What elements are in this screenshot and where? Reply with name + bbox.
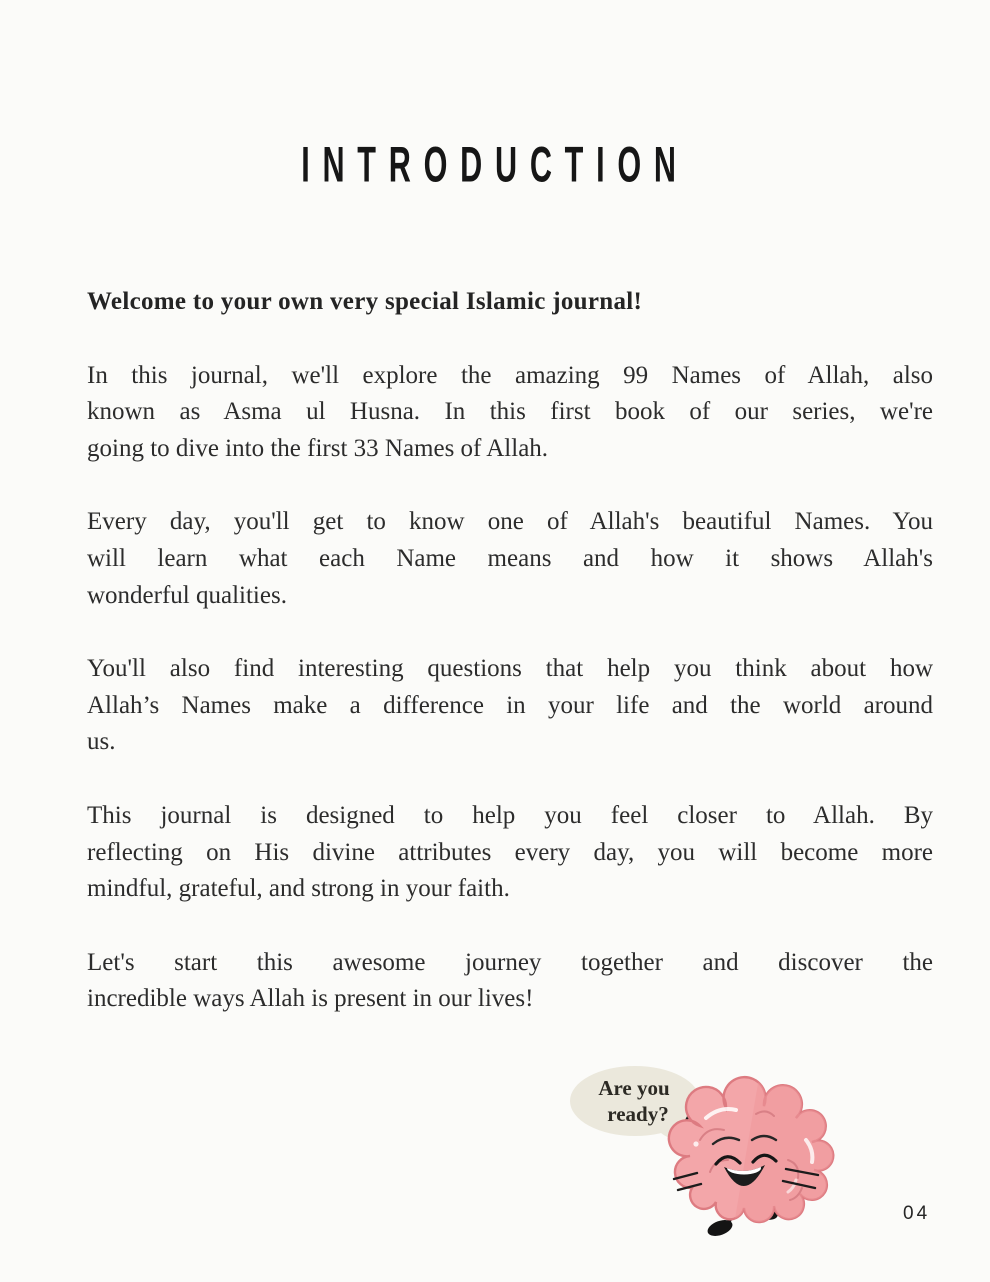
paragraph-line: wonderful qualities. [87, 581, 287, 609]
page-number: 04 [903, 1203, 931, 1224]
paragraph-line: Allah’s Names make a difference in your life and the world around [87, 691, 933, 719]
paragraph-line: known as Asma ul Husna. In this first book of our series, we're [87, 398, 933, 426]
body-text [87, 284, 933, 1018]
paragraph [87, 358, 933, 468]
paragraph [87, 651, 933, 761]
paragraph-line: You'll also find interesting questions that help you think about how [87, 655, 933, 683]
paragraph-line: going to dive into the first 33 Names of Allah. [87, 434, 549, 462]
paragraphs-container [87, 358, 933, 1018]
paragraph-line: In this journal, we'll explore the amazing 99 Names of Allah, also [87, 361, 933, 389]
paragraph [87, 798, 933, 908]
paragraph [87, 504, 933, 614]
paragraph-line: This journal is designed to help you feel closer to Allah. By [87, 801, 933, 829]
paragraph-line: Every day, you'll get to know one of Allah's beautiful Names. You [87, 508, 933, 536]
paragraph-line: us. [87, 728, 116, 756]
paragraph-line: mindful, grateful, and strong in your faith. [87, 875, 510, 903]
paragraph-line: Let's start this awesome journey together and discover the [87, 948, 933, 976]
bubble-text-line2: ready? [607, 1102, 669, 1126]
paragraph-line: will learn what each Name means and how it shows Allah's [87, 544, 933, 572]
brain-mascot-illustration [560, 1040, 840, 1280]
paragraph-line: reflecting on His divine attributes every day, you will become more [87, 838, 933, 866]
page-title: INTRODUCTION [301, 136, 689, 193]
paragraph [87, 945, 933, 1018]
page-title-wrap [0, 136, 990, 200]
paragraph-line: incredible ways Allah is present in our lives! [87, 985, 534, 1013]
welcome-heading: Welcome to your own very special Islamic journal! [87, 288, 643, 315]
bubble-text-line1: Are you [598, 1076, 670, 1100]
